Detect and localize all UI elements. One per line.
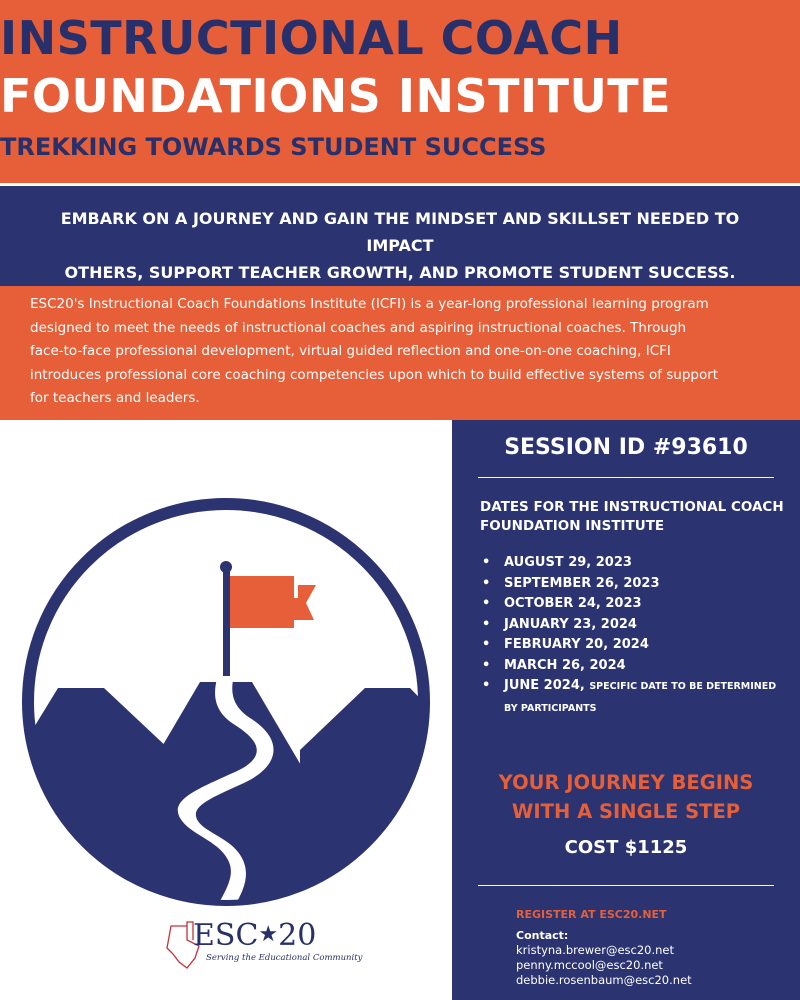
date-item-last [480,676,790,719]
last-date: JUNE 2024, [504,678,585,693]
dates-heading-line-2: FOUNDATION INSTITUTE [480,518,665,534]
esc-number: 20 [278,918,317,953]
journey-line-2: WITH A SINGLE STEP [511,800,741,823]
esc20-tagline: Serving the Educational Community [206,953,363,963]
mountain-flag-logo-icon [0,420,452,920]
date-item: • OCTOBER 24, 2023 [480,594,790,615]
subtitle: TREKKING TOWARDS STUDENT SUCCESS [0,133,547,161]
flag [230,576,294,628]
esc20-logo-text [193,918,316,953]
intro-paragraph [30,293,775,411]
intro-line: ESC20's Instructional Coach Foundations Institute (ICFI) is a year-long professional learning program [30,296,709,312]
last-date-note-2: BY PARTICIPANTS [504,702,597,714]
intro-line: face-to-face professional development, virtual guided reflection and one-on-one coaching, ICFI [30,343,671,359]
dates-heading [480,498,790,536]
title-line-1: INSTRUCTIONAL COACH [0,11,623,65]
intro-line: designed to meet the needs of instructional coaches and aspiring instructional coaches. Through [30,319,687,336]
date-item: • MARCH 26, 2024 [480,656,790,677]
tagline-line-2: OTHERS, SUPPORT TEACHER GROWTH, AND PROMOTE STUDENT SUCCESS. [64,263,736,282]
journey-heading [452,768,800,826]
register-link[interactable]: REGISTER AT ESC20.NET [516,908,667,921]
esc-name: ESC [193,918,259,953]
cost-label: COST $1125 [564,837,688,858]
dates-list [480,553,790,719]
star-icon: ★ [258,922,279,947]
contact-email-link[interactable]: debbie.rosenbaum@esc20.net [516,973,692,987]
contact-label: Contact: [516,929,569,942]
tagline-line-1: EMBARK ON A JOURNEY AND GAIN THE MINDSET AND SKILLSET NEEDED TO IMPACT [60,209,740,255]
flag-pole [223,568,230,676]
title-line-2: FOUNDATIONS INSTITUTE [0,69,672,123]
intro-line: introduces professional core coaching competencies upon which to build effective systems of support [30,366,719,383]
date-item: • FEBRUARY 20, 2024 [480,635,790,656]
journey-line-1: YOUR JOURNEY BEGINS [498,771,754,794]
contact-email-link[interactable]: penny.mccool@esc20.net [516,958,663,972]
flag-pole-top [220,561,232,573]
date-item: • AUGUST 29, 2023 [480,553,790,574]
date-item: • SEPTEMBER 26, 2023 [480,574,790,595]
date-item: • JANUARY 23, 2024 [480,615,790,636]
contact-email-link[interactable]: kristyna.brewer@esc20.net [516,943,674,957]
last-date-note-1: SPECIFIC DATE TO BE DETERMINED [589,681,777,692]
intro-line: for teachers and leaders. [30,390,200,406]
tagline [30,205,770,286]
session-id: SESSION ID #93610 [504,435,748,460]
panel-divider-bottom [478,885,774,886]
dates-heading-line-1: DATES FOR THE INSTRUCTIONAL COACH [480,499,784,515]
panel-divider-top [478,477,774,478]
